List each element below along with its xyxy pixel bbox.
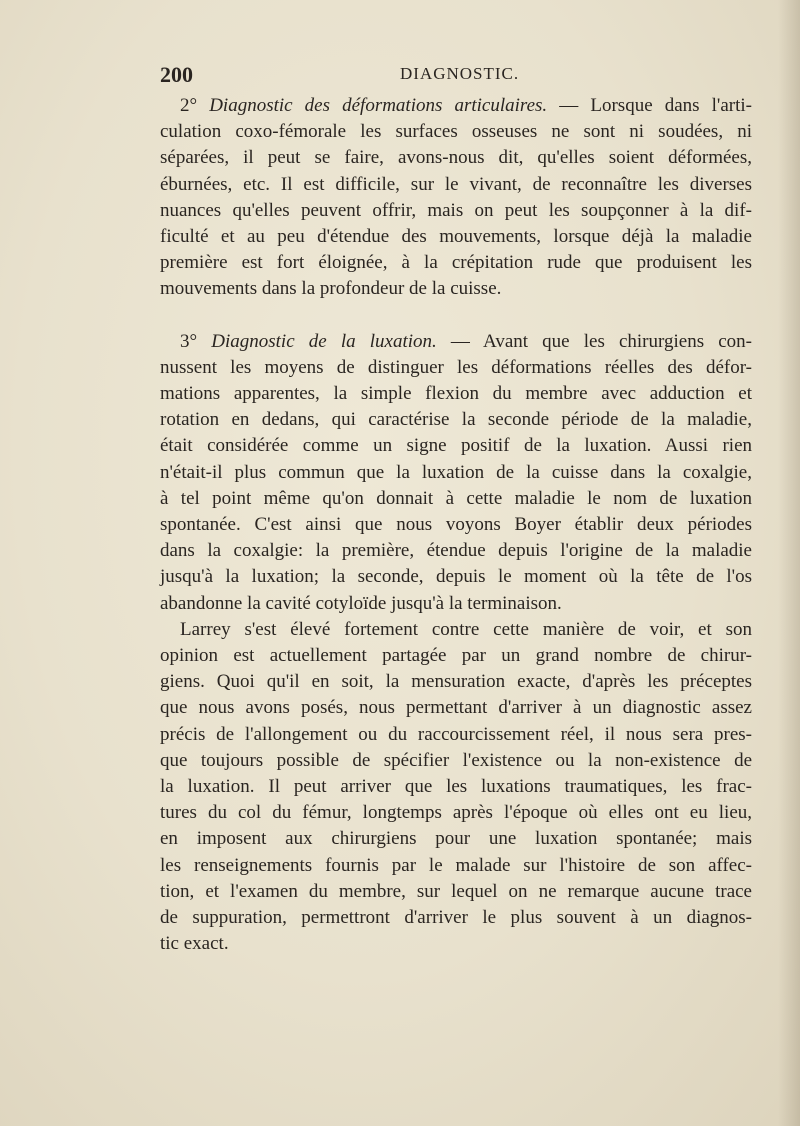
page-number: 200 — [160, 62, 193, 87]
text-line: en imposent aux chirurgiens pour une luxation spontanée; mais — [160, 828, 752, 850]
text-line: nussent les moyens de distinguer les déformations réelles des défor- — [160, 356, 752, 378]
text-line: abandonne la cavité cotyloïde jusqu'à la terminaison. — [160, 592, 562, 614]
paragraph-larrey — [160, 617, 752, 958]
section-heading: Diagnostic des déformations articulaires. — [209, 95, 548, 116]
text-line: tion, et l'examen du membre, sur lequel on ne remarque aucune trace — [160, 880, 752, 902]
running-title: DIAGNOSTIC. — [400, 64, 520, 83]
text-line: à tel point même qu'on donnait à cette maladie le nom de luxation — [160, 487, 752, 509]
running-head — [160, 62, 752, 92]
text-line: séparées, il peut se faire, avons-nous dit, qu'elles soient déformées, — [160, 147, 752, 169]
text-line: que nous avons posés, nous permettant d'arriver à un diagnostic assez — [160, 697, 752, 719]
text-line: opinion est actuellement partagée par un grand nombre de chirur- — [160, 645, 752, 667]
paragraph-luxation — [160, 329, 752, 617]
paragraph-deformations — [160, 93, 752, 303]
text-line: éburnées, etc. Il est difficile, sur le vivant, de reconnaître les diverses — [160, 173, 752, 195]
text-line: 3° Diagnostic de la luxation. — Avant que les chirurgiens con- — [180, 330, 752, 352]
text-line: la luxation. Il peut arriver que les luxations traumatiques, les frac- — [160, 776, 752, 798]
text-line: ficulté et au peu d'étendue des mouvements, lorsque déjà la maladie — [160, 226, 752, 248]
text-line: culation coxo-fémorale les surfaces osseuses ne sont ni soudées, ni — [160, 121, 752, 143]
text-line: tures du col du fémur, longtemps après l'époque où elles ont eu lieu, — [160, 802, 752, 824]
text-line: les renseignements fournis par le malade sur l'histoire de son affec- — [160, 854, 752, 876]
text-line: dans la coxalgie: la première, étendue depuis l'origine de la maladie — [160, 540, 752, 562]
text-line: de suppuration, permettront d'arriver le plus souvent à un diagnos- — [160, 907, 752, 929]
section-heading: Diagnostic de la luxation. — [211, 330, 437, 352]
text-line: mouvements dans la profondeur de la cuisse. — [160, 278, 502, 300]
text-line: Larrey s'est élevé fortement contre cette manière de voir, et son — [180, 618, 752, 640]
page-body — [160, 93, 752, 958]
text-line: nuances qu'elles peuvent offrir, mais on peut les soupçonner à la dif- — [160, 199, 752, 221]
text-line: était considérée comme un signe positif de la luxation. Aussi rien — [160, 435, 752, 457]
text-line: giens. Quoi qu'il en soit, la mensuration exacte, d'après les préceptes — [160, 671, 752, 693]
text-line: n'était-il plus commun que la luxation de la cuisse dans la coxalgie, — [160, 461, 752, 483]
page-edge-shadow — [778, 0, 800, 1126]
text-line: que toujours possible de spécifier l'existence ou la non-existence de — [160, 749, 752, 771]
section-number: 3° — [180, 330, 198, 352]
section-number: 2° — [180, 95, 198, 116]
text-line: rotation en dedans, qui caractérise la seconde période de la maladie, — [160, 409, 752, 431]
text-line: 2° Diagnostic des déformations articulaires. — Lorsque dans l'arti- — [180, 95, 752, 116]
text-line: tic exact. — [160, 933, 229, 955]
text-line: spontanée. C'est ainsi que nous voyons Boyer établir deux périodes — [160, 514, 752, 536]
text-line: mations apparentes, la simple flexion du membre avec adduction et — [160, 383, 752, 405]
text-line: précis de l'allongement ou du raccourcissement réel, il nous sera pres- — [160, 723, 752, 745]
text-line: jusqu'à la luxation; la seconde, depuis le moment où la tête de l'os — [160, 566, 752, 588]
text-line: première est fort éloignée, à la crépitation rude que produisent les — [160, 252, 752, 274]
paragraph-spacer — [160, 303, 752, 329]
